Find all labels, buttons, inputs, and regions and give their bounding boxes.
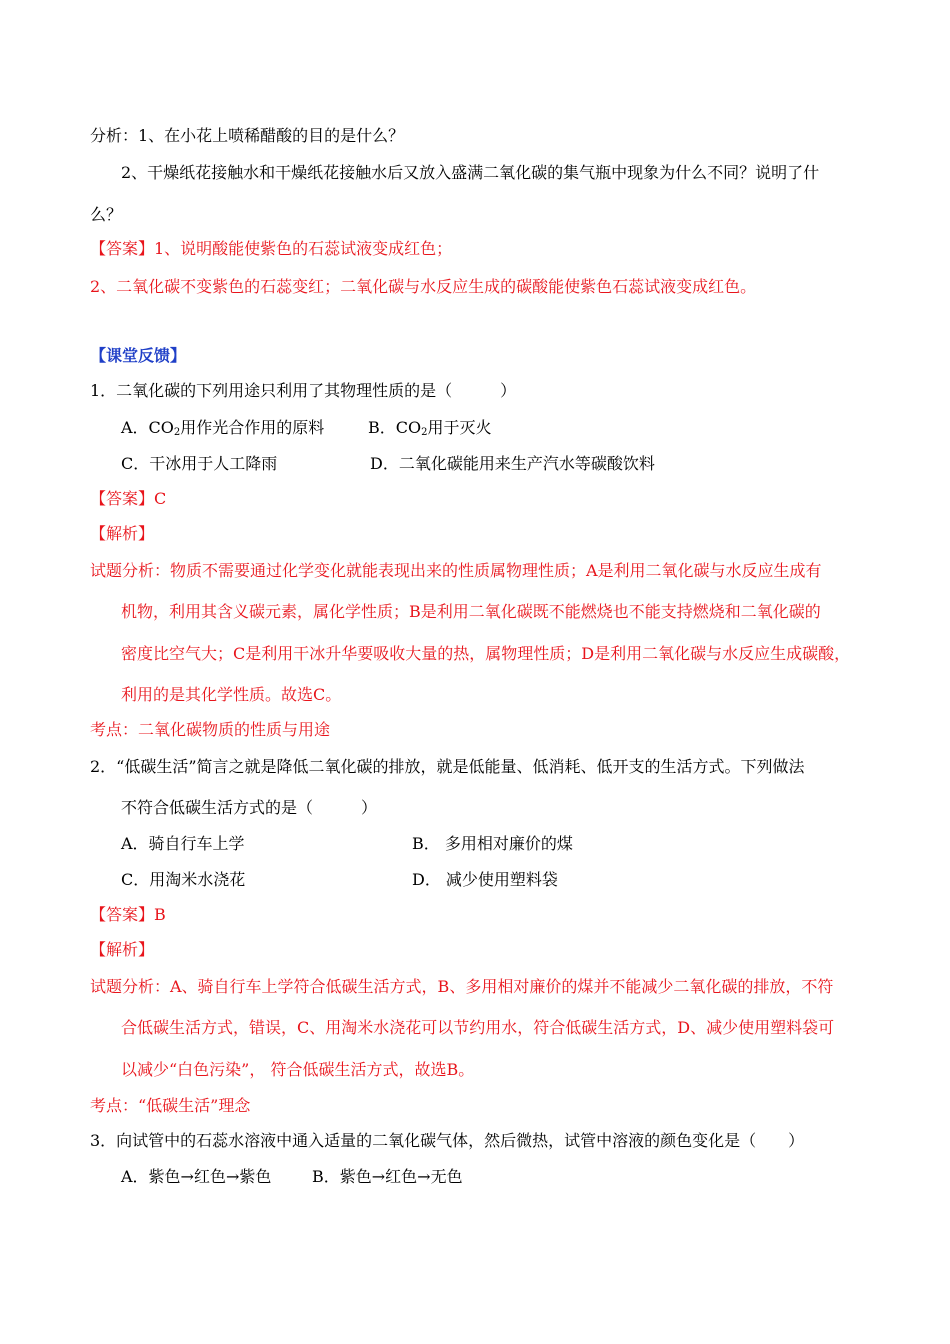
question-1-analysis-line: 机物，利用其含义碳元素，属化学性质；B是利用二氧化碳既不能燃烧也不能支持燃烧和二氧化碳的 — [121, 602, 821, 621]
question-2-option-a: A．骑自行车上学 — [121, 834, 245, 853]
question-2-option-b: B． 多用相对廉价的煤 — [412, 834, 573, 853]
question-2-analysis-line: 以减少“白色污染”， 符合低碳生活方式，故选B。 — [121, 1060, 475, 1079]
question-1-analysis-line: 利用的是其化学性质。故选C。 — [121, 685, 342, 704]
question-1-option-a: A．$CO_2$用作光合作用的原料 — [121, 418, 325, 438]
question-2-answer: 【答案】B — [90, 905, 166, 924]
question-3-option-a: A．紫色→红色→紫色 — [121, 1167, 272, 1186]
question-1-option-b: B．$CO_2$用于灭火 — [368, 418, 492, 438]
question-1-kaodian: 考点：二氧化碳物质的性质与用途 — [90, 720, 331, 739]
analysis-question-1: 分析：1、在小花上喷稀醋酸的目的是什么？ — [90, 126, 405, 145]
question-2-analysis-line: 试题分析：A、骑自行车上学符合低碳生活方式，B、多用相对廉价的煤并不能减少二氧化碳的排放，不符 — [90, 977, 834, 996]
analysis-answer-2: 2、二氧化碳不变紫色的石蕊变红；二氧化碳与水反应生成的碳酸能使紫色石蕊试液变成红色。 — [90, 277, 757, 296]
question-1-stem: 1．二氧化碳的下列用途只利用了其物理性质的是（ ） — [90, 381, 517, 400]
question-3-stem: 3．向试管中的石蕊水溶液中通入适量的二氧化碳气体，然后微热，试管中溶液的颜色变化是（ ） — [90, 1131, 805, 1150]
question-1-analysis-line: 试题分析：物质不需要通过化学变化就能表现出来的性质属物理性质；A是利用二氧化碳与水反应生成有 — [90, 561, 822, 580]
question-1-answer: 【答案】C — [90, 489, 167, 508]
question-2-option-d: D． 减少使用塑料袋 — [412, 870, 558, 889]
question-3-option-b: B．紫色→红色→无色 — [312, 1167, 463, 1186]
question-2-analysis-line: 合低碳生活方式，错误，C、用淘米水浇花可以节约用水，符合低碳生活方式，D、减少使用塑料袋可 — [121, 1018, 835, 1037]
question-1-option-d: D．二氧化碳能用来生产汽水等碳酸饮料 — [370, 454, 655, 473]
section-title: 【课堂反馈】 — [90, 346, 187, 365]
analysis-question-2: 2、干燥纸花接触水和干燥纸花接触水后又放入盛满二氧化碳的集气瓶中现象为什么不同？说明了什 — [121, 163, 820, 182]
question-1-jiexi-label: 【解析】 — [90, 524, 155, 543]
question-2-kaodian: 考点：“低碳生活”理念 — [90, 1096, 251, 1115]
analysis-answer-1: 【答案】1、说明酸能使紫色的石蕊试液变成红色； — [90, 239, 453, 258]
question-2-stem-cont: 不符合低碳生活方式的是（ ） — [121, 798, 378, 817]
question-2-jiexi-label: 【解析】 — [90, 940, 155, 959]
question-1-analysis-line: 密度比空气大；C是利用干冰升华要吸收大量的热，属物理性质；D是利用二氧化碳与水反应生成碳酸， — [121, 644, 851, 663]
question-2-stem: 2．“低碳生活”简言之就是降低二氧化碳的排放，就是低能量、低消耗、低开支的生活方式。下列做法 — [90, 757, 805, 776]
analysis-question-2-cont: 么？ — [90, 205, 123, 224]
question-1-option-c: C．干冰用于人工降雨 — [121, 454, 278, 473]
question-2-option-c: C．用淘米水浇花 — [121, 870, 246, 889]
